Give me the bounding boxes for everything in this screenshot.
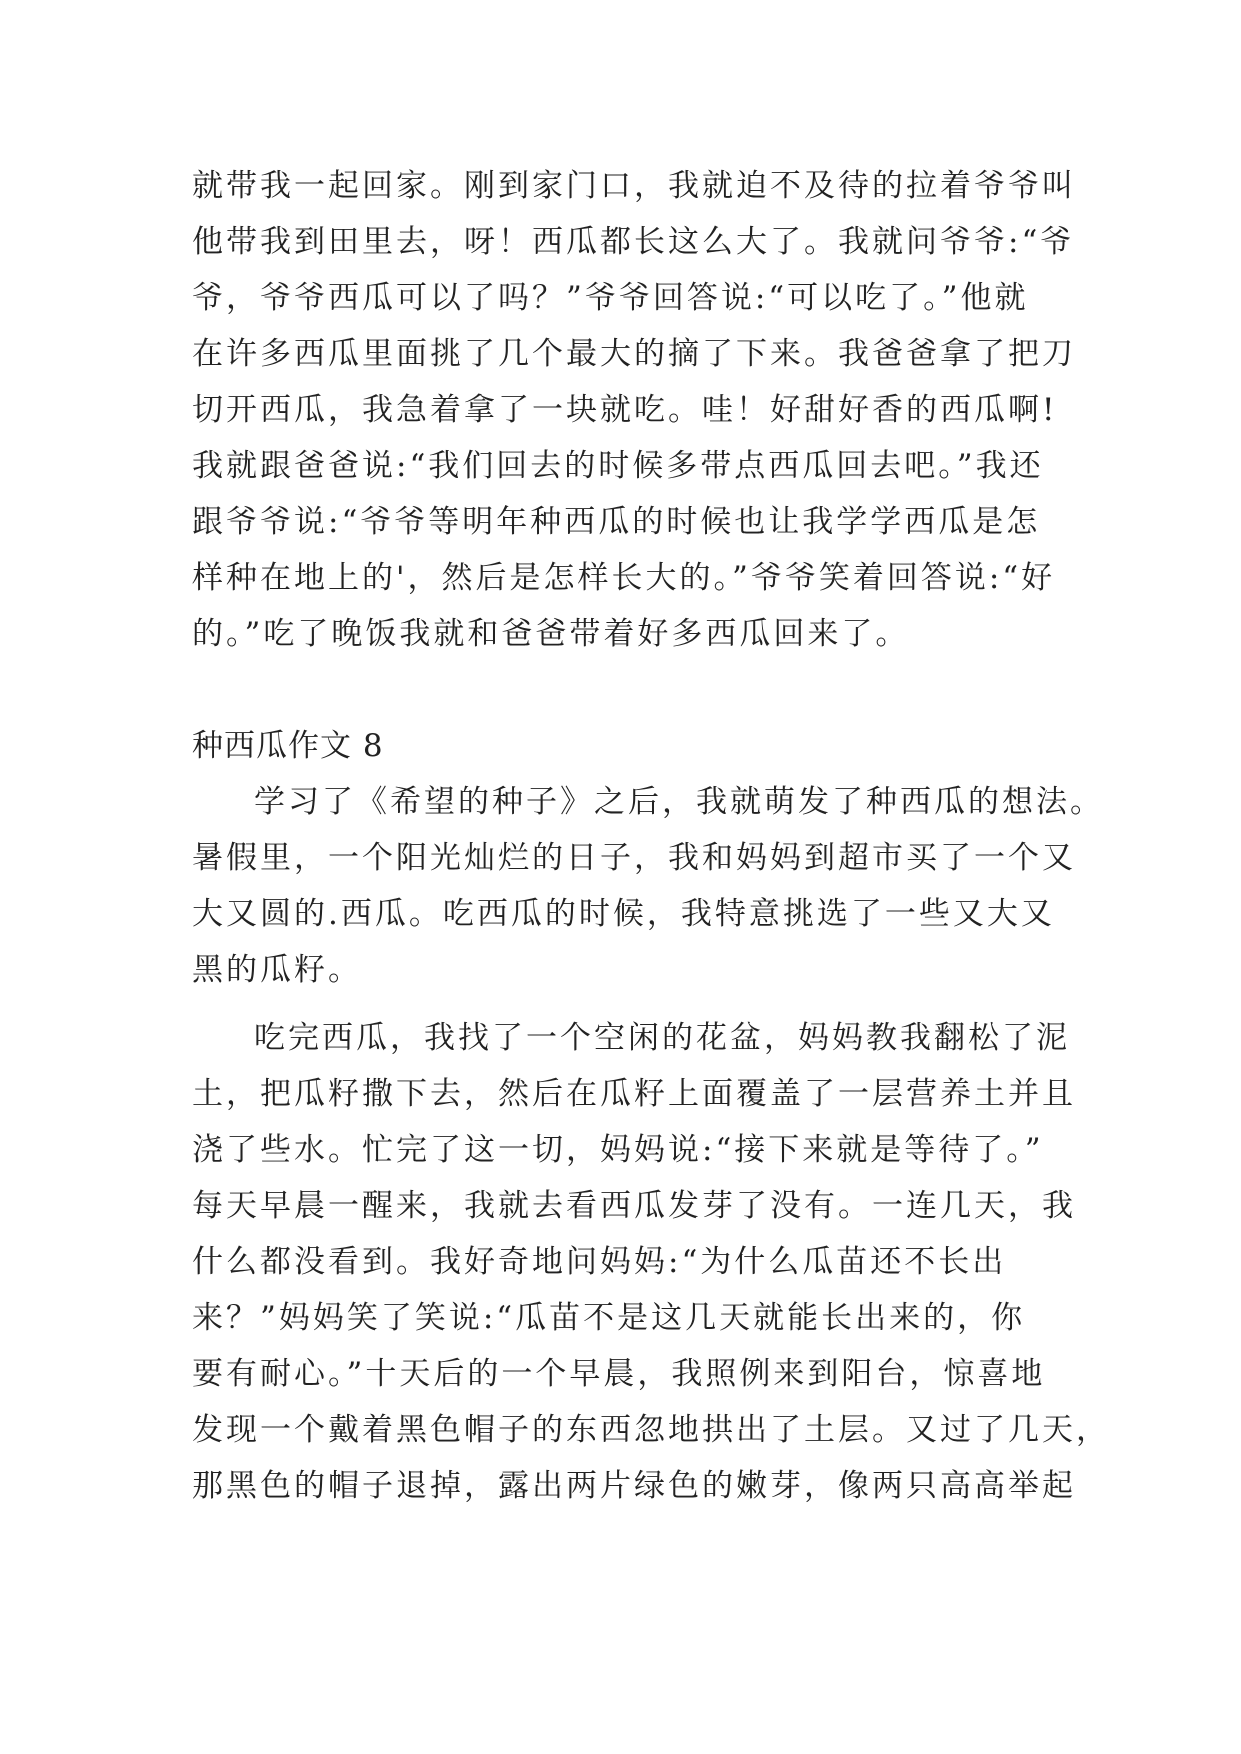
text-line: 跟爷爷说:“爷爷等明年种西瓜的时候也让我学学西瓜是怎 (192, 504, 1041, 540)
text-line: 我就跟爸爸说:“我们回去的时候多带点西瓜回去吧。”我还 (192, 448, 1044, 484)
text-line: 发现一个戴着黑色帽子的东西忽地拱出了土层。又过了几天， (192, 1412, 1110, 1448)
text-line: 吃完西瓜，我找了一个空闲的花盆，妈妈教我翻松了泥 (254, 1020, 1070, 1056)
text-line: 大又圆的.西瓜。吃西瓜的时候，我特意挑选了一些又大又 (192, 896, 1055, 932)
text-line: 的。”吃了晚饭我就和爸爸带着好多西瓜回来了。 (192, 616, 910, 652)
text-line: 土，把瓜籽撒下去，然后在瓜籽上面覆盖了一层营养土并且 (192, 1076, 1076, 1112)
text-line: 样种在地上的'，然后是怎样长大的。”爷爷笑着回答说:“好 (192, 560, 1056, 596)
text-line: 在许多西瓜里面挑了几个最大的摘了下来。我爸爸拿了把刀 (192, 336, 1076, 372)
text-line: 暑假里，一个阳光灿烂的日子，我和妈妈到超市买了一个又 (192, 840, 1076, 876)
text-line: 他带我到田里去，呀！西瓜都长这么大了。我就问爷爷:“爷 (192, 224, 1075, 260)
text-line: 切开西瓜，我急着拿了一块就吃。哇！好甜好香的西瓜啊! (192, 392, 1058, 428)
text-line: 爷，爷爷西瓜可以了吗？”爷爷回答说:“可以吃了。”他就 (192, 280, 1029, 316)
text-line: 每天早晨一醒来，我就去看西瓜发芽了没有。一连几天，我 (192, 1188, 1076, 1224)
text-line: 浇了些水。忙完了这一切，妈妈说:“接下来就是等待了。” (192, 1132, 1044, 1168)
text-line: 来？”妈妈笑了笑说:“瓜苗不是这几天就能长出来的，你 (192, 1300, 1026, 1336)
text-line: 那黑色的帽子退掉，露出两片绿色的嫩芽，像两只高高举起 (192, 1468, 1076, 1504)
text-line: 学习了《希望的种子》之后，我就萌发了种西瓜的想法。 (254, 784, 1104, 820)
text-line: 要有耐心。”十天后的一个早晨，我照例来到阳台，惊喜地 (192, 1356, 1046, 1392)
section-heading: 种西瓜作文 8 (192, 728, 384, 764)
text-line: 什么都没看到。我好奇地问妈妈:“为什么瓜苗还不长出 (192, 1244, 1007, 1280)
text-line: 黑的瓜籽。 (192, 952, 362, 988)
text-line: 就带我一起回家。刚到家门口，我就迫不及待的拉着爷爷叫 (192, 168, 1076, 204)
